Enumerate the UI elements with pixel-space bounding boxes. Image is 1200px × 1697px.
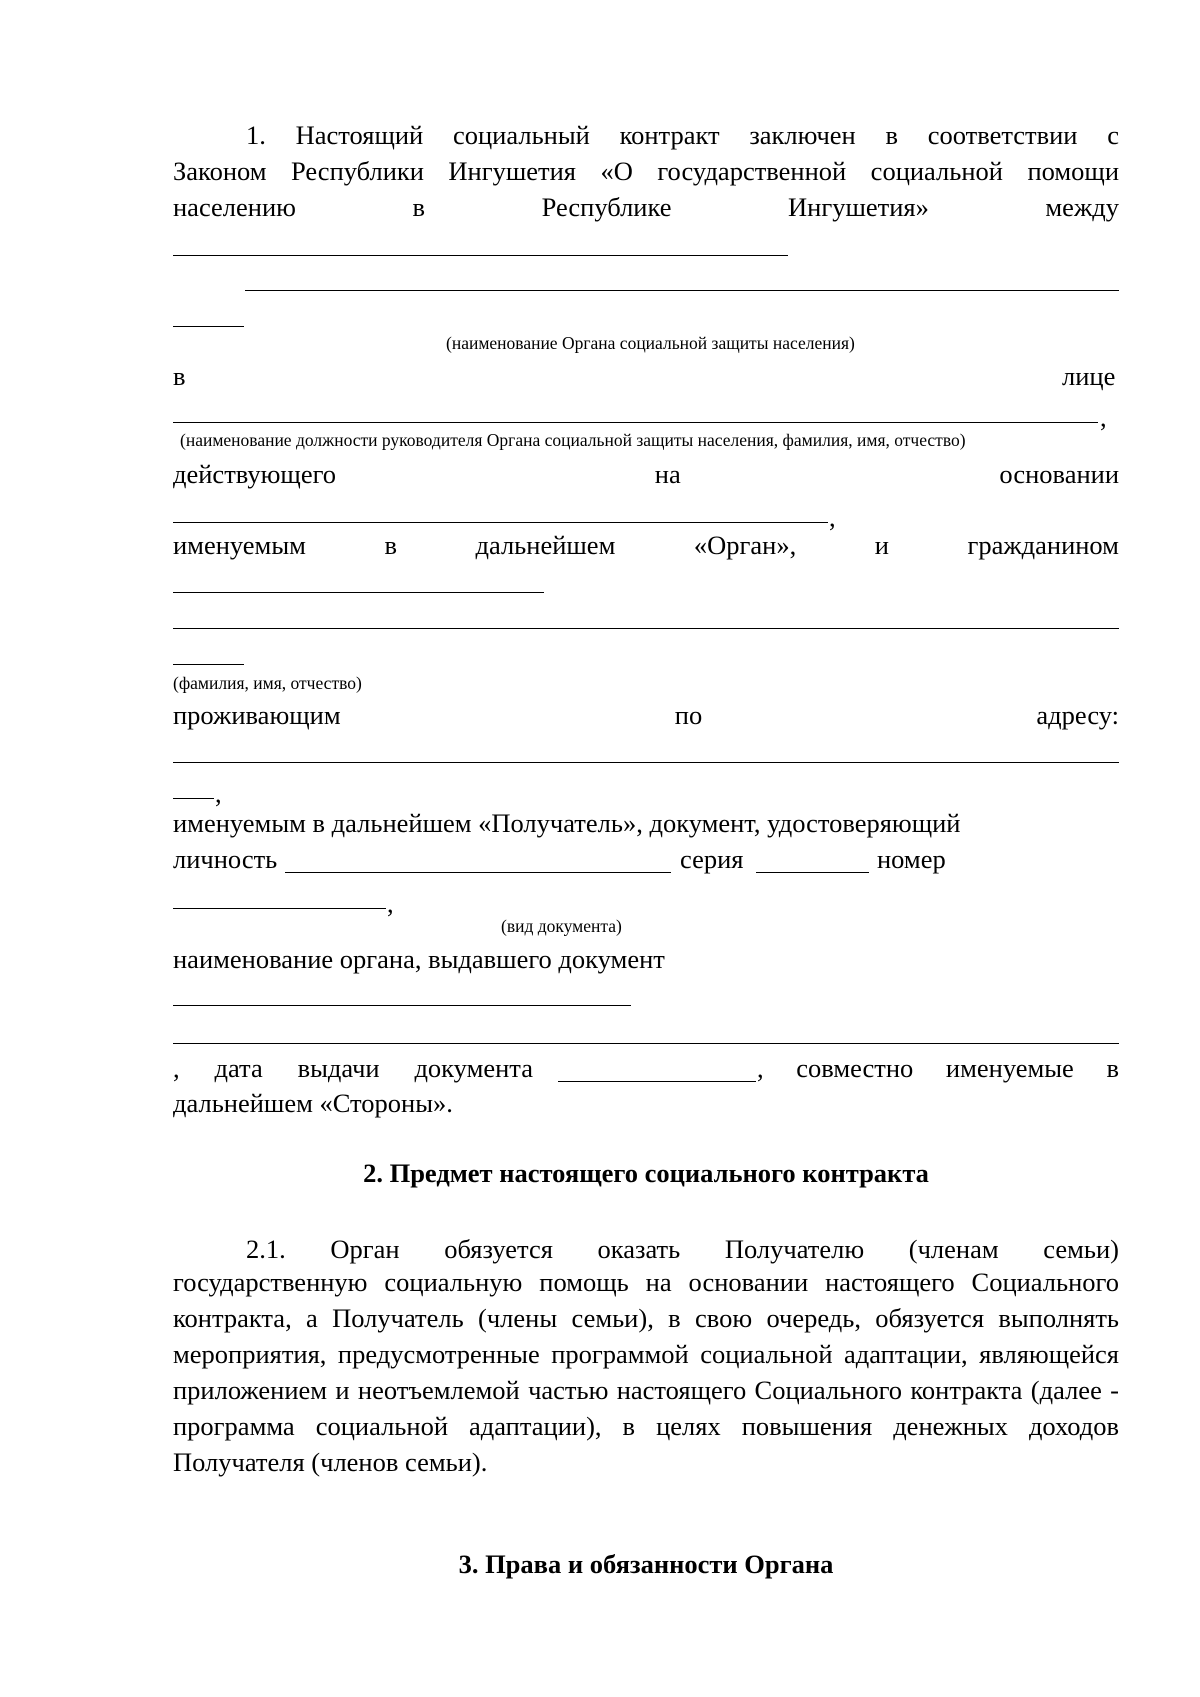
blank-line: [173, 522, 828, 523]
issuer-line: наименование органа, выдавшего документ: [173, 944, 665, 974]
word: Орган: [330, 1234, 400, 1264]
blank-line: [173, 908, 386, 909]
blank-line: [173, 664, 244, 665]
word: дата: [214, 1053, 263, 1083]
blank-line: [558, 1081, 756, 1082]
intro-line-1-text: 1. Настоящий социальный контракт заключен в соответствии с: [246, 120, 1119, 150]
word: именуемые: [945, 1053, 1074, 1083]
living-line: [173, 702, 1119, 729]
word: ,: [757, 1053, 764, 1083]
blank-line: [173, 255, 788, 256]
blank-line: [756, 872, 869, 873]
word: по: [674, 700, 703, 730]
word-nomer: номер: [877, 844, 946, 874]
word: именуемым: [173, 530, 306, 560]
blank-line: [173, 592, 544, 593]
intro-line-3: [173, 194, 1119, 221]
blank-line: [173, 628, 1119, 629]
word: 2.1.: [246, 1234, 286, 1264]
named-organ-line: [173, 532, 1119, 559]
date-words: [173, 1055, 533, 1082]
caption-organ: (наименование Органа социальной защиты населения): [446, 333, 855, 353]
word: между: [1045, 192, 1119, 222]
caption-doc: (вид документа): [501, 916, 622, 936]
word: в: [412, 192, 426, 222]
blank-line: [173, 762, 1119, 763]
caption-position: (наименование должности руководителя Органа социальной защиты населения, фамилия, имя, отчество): [180, 430, 966, 450]
section-2-heading: 2. Предмет настоящего социального контракта: [363, 1158, 929, 1188]
word: населению: [173, 192, 296, 222]
comma: ,: [215, 778, 222, 808]
section-3-heading: 3. Права и обязанности Органа: [458, 1549, 834, 1579]
word-lichnost: личность: [173, 844, 278, 874]
section-2-first-line: [246, 1236, 1119, 1263]
word: на: [654, 459, 681, 489]
blank-line: [285, 872, 671, 873]
word-seria: серия: [680, 844, 744, 874]
word: Ингушетия»: [788, 192, 929, 222]
acting-line: [173, 461, 1119, 488]
word-litse: лице: [1062, 361, 1116, 391]
word: совместно: [796, 1053, 914, 1083]
word: документа: [414, 1053, 533, 1083]
intro-line-2-text: Законом Республики Ингушетия «О государственной социальной помощи: [173, 156, 1119, 186]
word: основании: [999, 459, 1119, 489]
parties-line: дальнейшем «Стороны».: [173, 1088, 453, 1118]
word: Получателю: [724, 1234, 865, 1264]
word: адресу:: [1036, 700, 1119, 730]
comma: ,: [1100, 402, 1107, 432]
comma: ,: [387, 888, 394, 918]
word: семьи): [1043, 1234, 1119, 1264]
intro-line-1: [246, 122, 1119, 149]
word: в: [1106, 1053, 1119, 1083]
word: и: [874, 530, 889, 560]
jointly-words: [757, 1055, 1119, 1082]
word: в: [384, 530, 397, 560]
word: гражданином: [967, 530, 1119, 560]
word: ,: [173, 1053, 180, 1083]
caption-fio: (фамилия, имя, отчество): [173, 673, 362, 693]
word: дальнейшем: [475, 530, 616, 560]
word-v: в: [173, 361, 186, 391]
word: Республике: [541, 192, 672, 222]
word: действующего: [173, 459, 337, 489]
word: выдачи: [297, 1053, 380, 1083]
blank-line: [173, 422, 1098, 423]
word: «Орган»,: [693, 530, 797, 560]
word: проживающим: [173, 700, 341, 730]
recipient-line: именуемым в дальнейшем «Получатель», документ, удостоверяющий: [173, 808, 961, 838]
word: (членам: [908, 1234, 999, 1264]
blank-line: [173, 1005, 631, 1006]
section-2-paragraph: государственную социальную помощь на основании настоящего Социального контракта, а Получатель (члены семьи), в свою очередь, обязуется выполнять мероприятия, предусмотренные программой социальной адаптации, являющейся приложением и неотъемлемой частью настоящего Социального контракта (далее - программа социальной адаптации), в целях повышения денежных доходов Получателя (членов семьи).: [173, 1267, 1119, 1477]
comma: ,: [829, 502, 836, 532]
word: обязуется: [444, 1234, 553, 1264]
blank-line: [173, 1043, 1119, 1044]
blank-line: [173, 798, 214, 799]
word: оказать: [597, 1234, 681, 1264]
blank-line: [173, 326, 244, 327]
blank-line: [245, 290, 1119, 291]
intro-line-2: [173, 158, 1119, 185]
